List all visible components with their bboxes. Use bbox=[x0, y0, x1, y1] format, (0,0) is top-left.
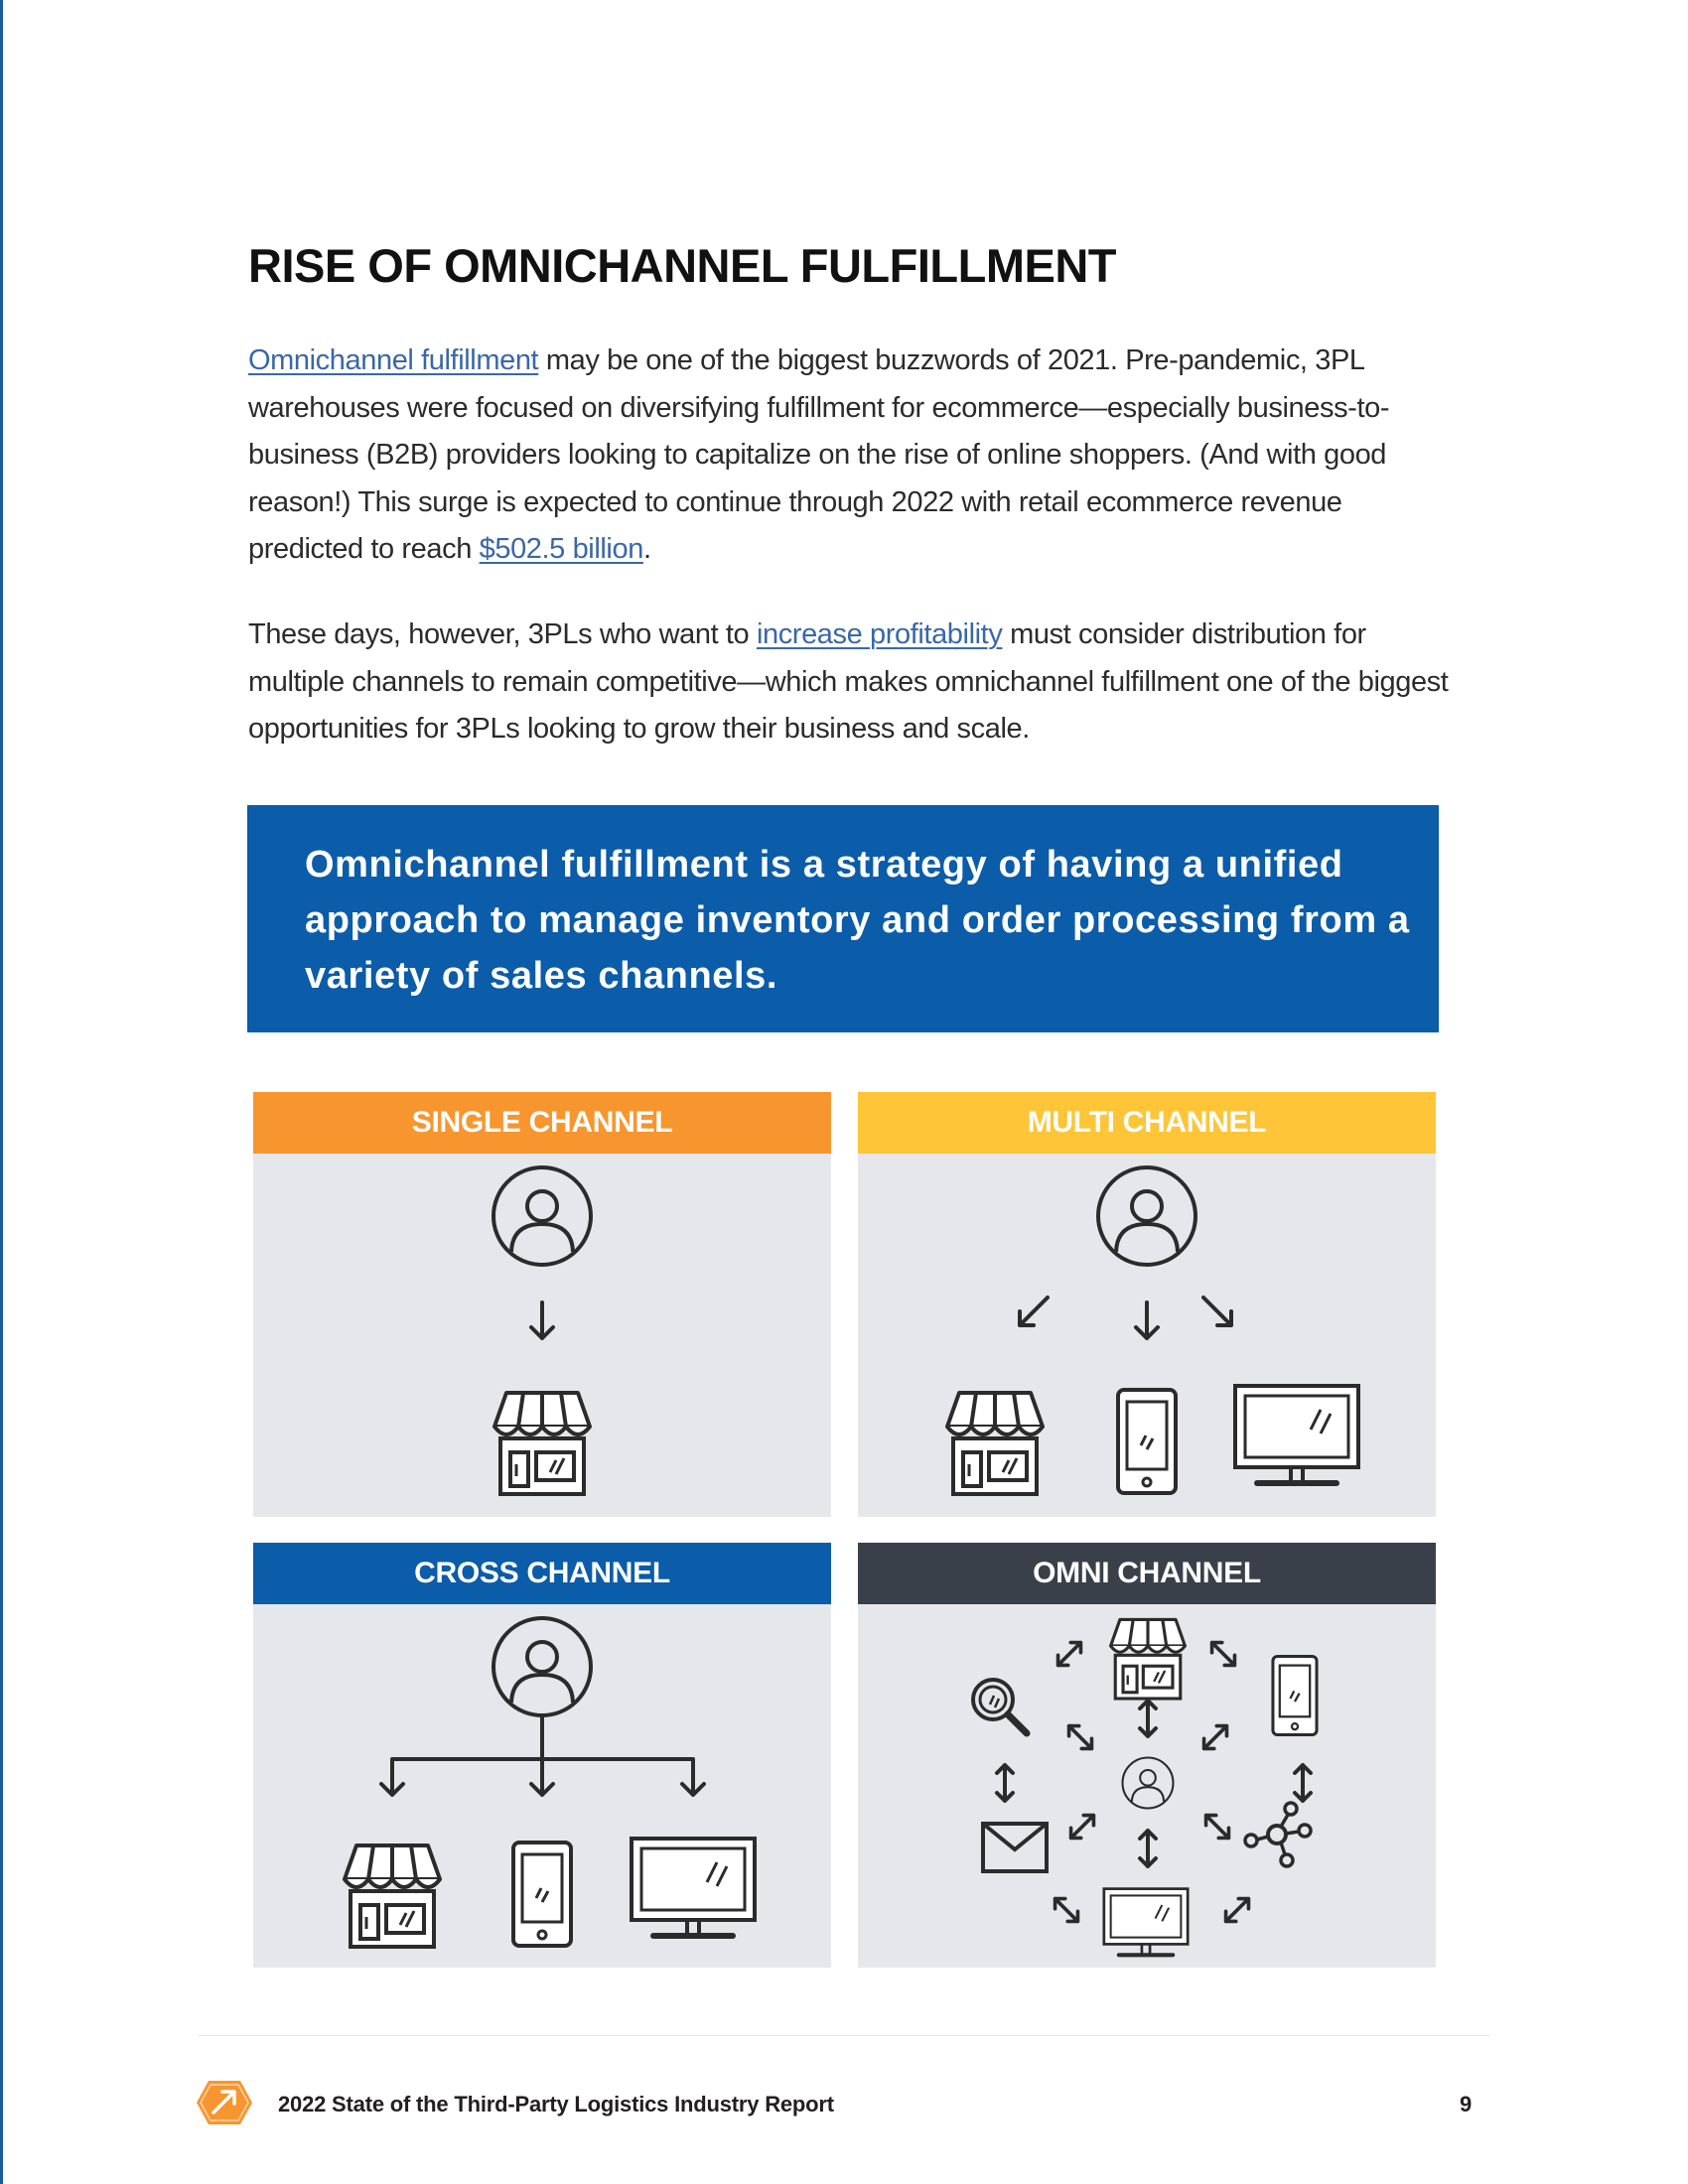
page-number: 9 bbox=[1460, 2092, 1473, 2116]
omnichannel-fulfillment-link[interactable]: Omnichannel fulfillment bbox=[248, 344, 539, 376]
email-icon bbox=[983, 1824, 1047, 1871]
phone-icon bbox=[513, 1843, 571, 1946]
branch-connector bbox=[392, 1716, 693, 1759]
ecommerce-revenue-link[interactable]: $502.5 billion bbox=[479, 533, 643, 565]
panel-header-cross-channel: CROSS CHANNEL bbox=[253, 1543, 831, 1604]
second-text: These days, however, 3PLs who want to bbox=[248, 618, 757, 650]
monitor-icon bbox=[1104, 1889, 1188, 1956]
arrow-down-icon bbox=[531, 1759, 553, 1795]
panel-header-multi-channel: MULTI CHANNEL bbox=[858, 1092, 1436, 1154]
user-icon bbox=[1123, 1758, 1174, 1809]
footer-report-title: 2022 State of the Third-Party Logistics Industry Report bbox=[278, 2092, 834, 2116]
panel-cross-channel bbox=[253, 1543, 831, 1968]
single-channel-diagram bbox=[253, 1154, 831, 1517]
store-icon bbox=[1111, 1619, 1186, 1699]
omni-channel-diagram bbox=[858, 1604, 1436, 1968]
arrow-down-right-icon bbox=[1203, 1297, 1231, 1325]
page-edge-rule bbox=[0, 0, 3, 2184]
user-icon bbox=[493, 1167, 591, 1265]
arrow-down-icon bbox=[1136, 1302, 1158, 1338]
panel-omni-channel bbox=[858, 1543, 1436, 1968]
intro-text: may be one of the biggest buzzwords of 2021. Pre-pandemic, 3PL warehouses were focused on diversifying fulfillment for ecommerce—especially business-to-business (B2B) providers looking to capitalize on the rise of online shoppers. (And with good reason!) This surge is expected to continue through 2022 with retail ecommerce revenue predicted to reach bbox=[248, 344, 1390, 565]
arrow-down-icon bbox=[682, 1759, 704, 1795]
store-icon bbox=[947, 1393, 1043, 1494]
callout-text: Omnichannel fulfillment is a strategy of having a unified approach to manage inventory and order processing from a variety of sales channels. bbox=[305, 844, 1410, 997]
multi-channel-diagram bbox=[858, 1154, 1436, 1517]
intro-text-end: . bbox=[642, 533, 651, 565]
monitor-icon bbox=[632, 1839, 755, 1936]
panel-multi-channel bbox=[858, 1092, 1436, 1517]
user-icon bbox=[1098, 1167, 1196, 1265]
panel-header-omni-channel: OMNI CHANNEL bbox=[858, 1543, 1436, 1604]
page-title: RISE OF OMNICHANNEL FULFILLMENT bbox=[248, 239, 1116, 292]
arrow-down-icon bbox=[531, 1302, 553, 1338]
footer-divider bbox=[199, 2035, 1489, 2036]
increase-profitability-link[interactable]: increase profitability bbox=[756, 618, 1003, 650]
user-icon bbox=[493, 1618, 591, 1715]
intro-paragraph bbox=[248, 338, 1450, 574]
cross-channel-diagram bbox=[253, 1604, 831, 1968]
hexagon-arrow-icon bbox=[195, 2078, 254, 2127]
monitor-icon bbox=[1235, 1386, 1358, 1483]
second-text-end: must consider distribution for multiple channels to remain competitive—which makes omnichannel fulfillment one of the biggest opportunities for 3PLs looking to grow their business and scale. bbox=[248, 618, 1449, 745]
store-icon bbox=[494, 1393, 590, 1494]
network-icon bbox=[1245, 1803, 1311, 1866]
arrow-down-left-icon bbox=[1020, 1297, 1048, 1325]
arrow-down-icon bbox=[381, 1759, 403, 1795]
store-icon bbox=[345, 1845, 440, 1947]
phone-icon bbox=[1118, 1390, 1176, 1493]
panel-single-channel bbox=[253, 1092, 831, 1517]
definition-callout bbox=[247, 805, 1439, 1032]
panel-header-single-channel: SINGLE CHANNEL bbox=[253, 1092, 831, 1154]
phone-icon bbox=[1273, 1656, 1317, 1734]
second-paragraph bbox=[248, 612, 1450, 753]
search-icon bbox=[973, 1680, 1027, 1733]
